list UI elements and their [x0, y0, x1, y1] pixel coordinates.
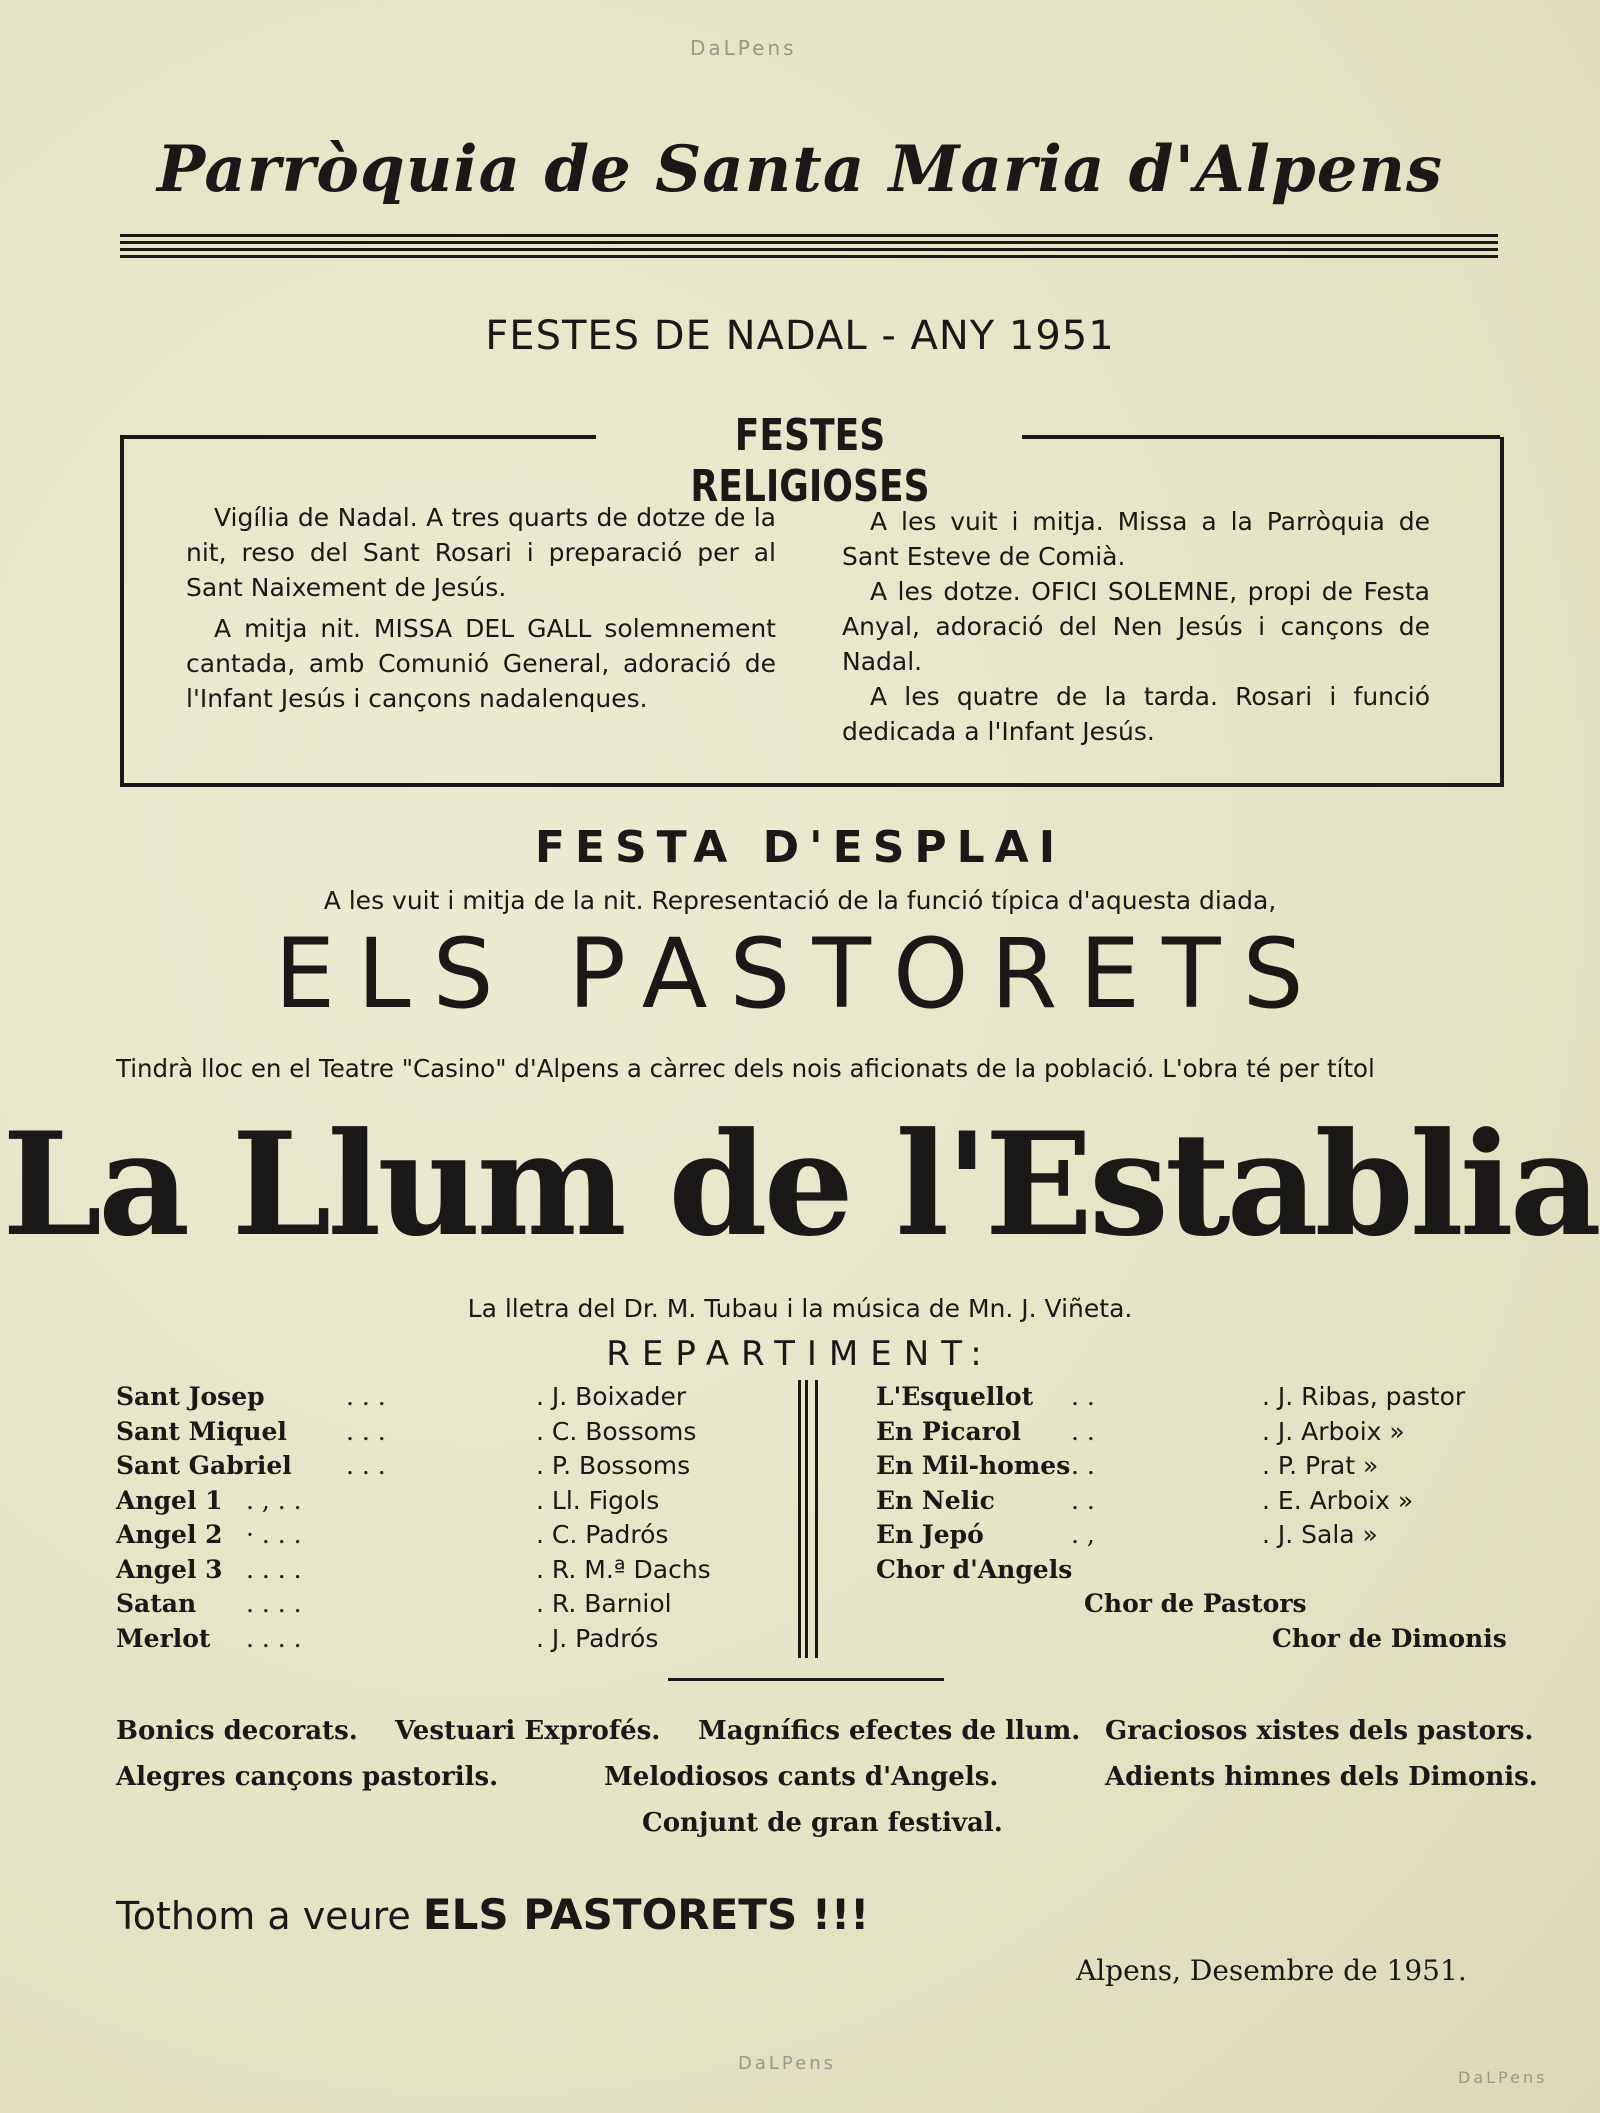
choir-row — [876, 1622, 1507, 1657]
religioses-right-paragraph: A les dotze. OFICI SOLEMNE, propi de Festa Anyal, adoració del Nen Jesús i cançons de Nadal. — [842, 577, 1430, 676]
cast-right-list — [876, 1380, 1507, 1656]
cast-dots: . . . — [346, 1416, 386, 1446]
esplai-heading: FESTA D'ESPLAI — [534, 822, 1066, 873]
choir-row — [876, 1587, 1500, 1622]
cast-row — [116, 1553, 776, 1588]
cast-dots: . . — [1071, 1485, 1095, 1515]
header-rule-4 — [120, 255, 1498, 258]
religioses-left-column — [186, 500, 776, 722]
cast-role: L'Esquellot — [876, 1382, 1034, 1411]
cast-role: Sant Miquel — [116, 1416, 287, 1446]
cast-role: Satan — [116, 1589, 197, 1618]
cast-actor: . R. M.ª Dachs — [536, 1554, 711, 1584]
cast-row — [876, 1484, 1500, 1519]
cast-actor: . C. Bossoms — [536, 1416, 697, 1446]
festes-subtitle: FESTES DE NADAL - ANY 1951 — [485, 313, 1115, 359]
header-rule-3 — [120, 248, 1498, 251]
box-top-rule-right — [1022, 435, 1500, 439]
cast-role: Angel 3 — [116, 1554, 223, 1584]
cast-actor: . J. Arboix » — [1262, 1416, 1405, 1446]
religioses-heading: FESTES RELIGIOSES — [690, 410, 930, 512]
cast-row — [116, 1449, 776, 1484]
cast-role: En Picarol — [876, 1416, 1021, 1446]
box-top-rule-left — [120, 435, 596, 439]
choir-name: Chor de Pastors — [1084, 1589, 1307, 1618]
header-rule-2 — [120, 241, 1498, 244]
religioses-right-column — [842, 504, 1430, 749]
choir-name: Chor d'Angels — [876, 1554, 1073, 1584]
venue-line: Tindrà lloc en el Teatre "Casino" d'Alpens a càrrec dels nois aficionats de la població. L'obra té per títol — [116, 1054, 1375, 1083]
feature-text: Melodiosos cants d'Angels. — [604, 1762, 999, 1792]
watermark-bottom: DaLPens — [738, 2053, 836, 2074]
cast-dots: . . — [1071, 1416, 1095, 1446]
cast-actor: . P. Bossoms — [536, 1451, 691, 1480]
cast-role: Sant Gabriel — [116, 1451, 292, 1480]
esplai-intro: A les vuit i mitja de la nit. Representació de la funció típica d'aquesta diada, — [323, 886, 1277, 915]
repartiment-heading: REPARTIMENT: — [606, 1334, 994, 1374]
cast-dots: . . . . — [246, 1623, 302, 1653]
feature-text: Conjunt de gran festival. — [642, 1808, 1003, 1838]
show-name: ELS PASTORETS — [274, 918, 1326, 1030]
cast-dots: . . . — [346, 1451, 386, 1480]
signature-date: Alpens, Desembre de 1951. — [1076, 1954, 1467, 1987]
feature-text: Alegres cançons pastorils. — [116, 1762, 499, 1792]
cast-actor: . R. Barniol — [536, 1589, 672, 1618]
cast-role: Angel 1 — [116, 1485, 223, 1515]
call-to-action — [116, 1890, 869, 1939]
cast-actor: . P. Prat » — [1262, 1451, 1379, 1480]
cast-dots: . . . — [346, 1382, 386, 1411]
choir-row — [876, 1553, 1500, 1588]
cast-row — [876, 1449, 1500, 1484]
cast-actor: . J. Boixader — [536, 1382, 687, 1411]
cast-row — [116, 1622, 776, 1657]
feature-text: Adients himnes dels Dimonis. — [1105, 1762, 1538, 1792]
cast-dots: . . . . — [246, 1589, 302, 1618]
cast-row — [116, 1587, 776, 1622]
cast-dots: · . . . — [246, 1520, 302, 1549]
play-title: La Llum de l'Establia — [2, 1102, 1598, 1268]
religioses-left-paragraph: A mitja nit. MISSA DEL GALL solemnement cantada, amb Comunió General, adoració de l'Infant Jesús i cançons nadalenques. — [186, 614, 776, 713]
feature-text: Vestuari Exprofés. — [395, 1716, 661, 1746]
cast-dots: . , — [1071, 1520, 1095, 1549]
parish-title: Parròquia de Santa Maria d'Alpens — [156, 132, 1444, 207]
cast-divider-middle — [805, 1380, 808, 1658]
choir-name: Chor de Dimonis — [1272, 1623, 1507, 1653]
cast-row — [116, 1380, 776, 1415]
cast-row — [116, 1415, 776, 1450]
cast-left-list — [116, 1380, 776, 1656]
religioses-right-paragraph: A les vuit i mitja. Missa a la Parròquia de Sant Esteve de Comià. — [842, 507, 1430, 571]
religioses-left-paragraph: Vigília de Nadal. A tres quarts de dotze de la nit, reso del Sant Rosari i preparació per al Sant Naixement de Jesús. — [186, 503, 776, 602]
cast-actor: . J. Ribas, pastor — [1262, 1382, 1466, 1411]
feature-text: Magnífics efectes de llum. — [698, 1716, 1081, 1746]
cast-dots: . . — [1071, 1451, 1095, 1480]
religioses-right-paragraph: A les quatre de la tarda. Rosari i funció dedicada a l'Infant Jesús. — [842, 682, 1430, 746]
cast-row — [876, 1415, 1500, 1450]
cast-actor: . C. Padrós — [536, 1520, 669, 1549]
cast-divider — [798, 1380, 818, 1658]
cast-role: En Jepó — [876, 1520, 984, 1549]
cast-actor: . E. Arboix » — [1262, 1485, 1414, 1515]
cast-row — [876, 1518, 1500, 1553]
cast-row — [876, 1380, 1500, 1415]
cast-actor: . J. Padrós — [536, 1623, 659, 1653]
cast-row — [116, 1484, 776, 1519]
cast-dots: . , . . — [246, 1485, 302, 1515]
feature-text: Graciosos xistes dels pastors. — [1105, 1716, 1534, 1746]
watermark-corner: DaLPens — [1458, 2068, 1548, 2087]
cast-row — [116, 1518, 776, 1553]
cast-role: En Mil-homes — [876, 1451, 1071, 1480]
cast-actor: . Ll. Figols — [536, 1485, 660, 1515]
cast-role: Merlot — [116, 1623, 211, 1653]
feature-text: Bonics decorats. — [116, 1716, 358, 1746]
call-show: ELS PASTORETS !!! — [422, 1890, 870, 1939]
header-rule-1 — [120, 234, 1498, 237]
cast-role: Sant Josep — [116, 1382, 265, 1411]
call-prefix: Tothom a veure — [116, 1894, 411, 1938]
cast-actor: . J. Sala » — [1262, 1520, 1378, 1549]
cast-role: En Nelic — [876, 1485, 995, 1515]
credits-line: La lletra del Dr. M. Tubau i la música de Mn. J. Viñeta. — [467, 1294, 1133, 1323]
cast-dots: . . . . — [246, 1554, 302, 1584]
cast-role: Angel 2 — [116, 1520, 223, 1549]
section-divider — [668, 1678, 944, 1681]
watermark-top: DaLPens — [690, 36, 797, 60]
cast-dots: . . — [1071, 1382, 1095, 1411]
